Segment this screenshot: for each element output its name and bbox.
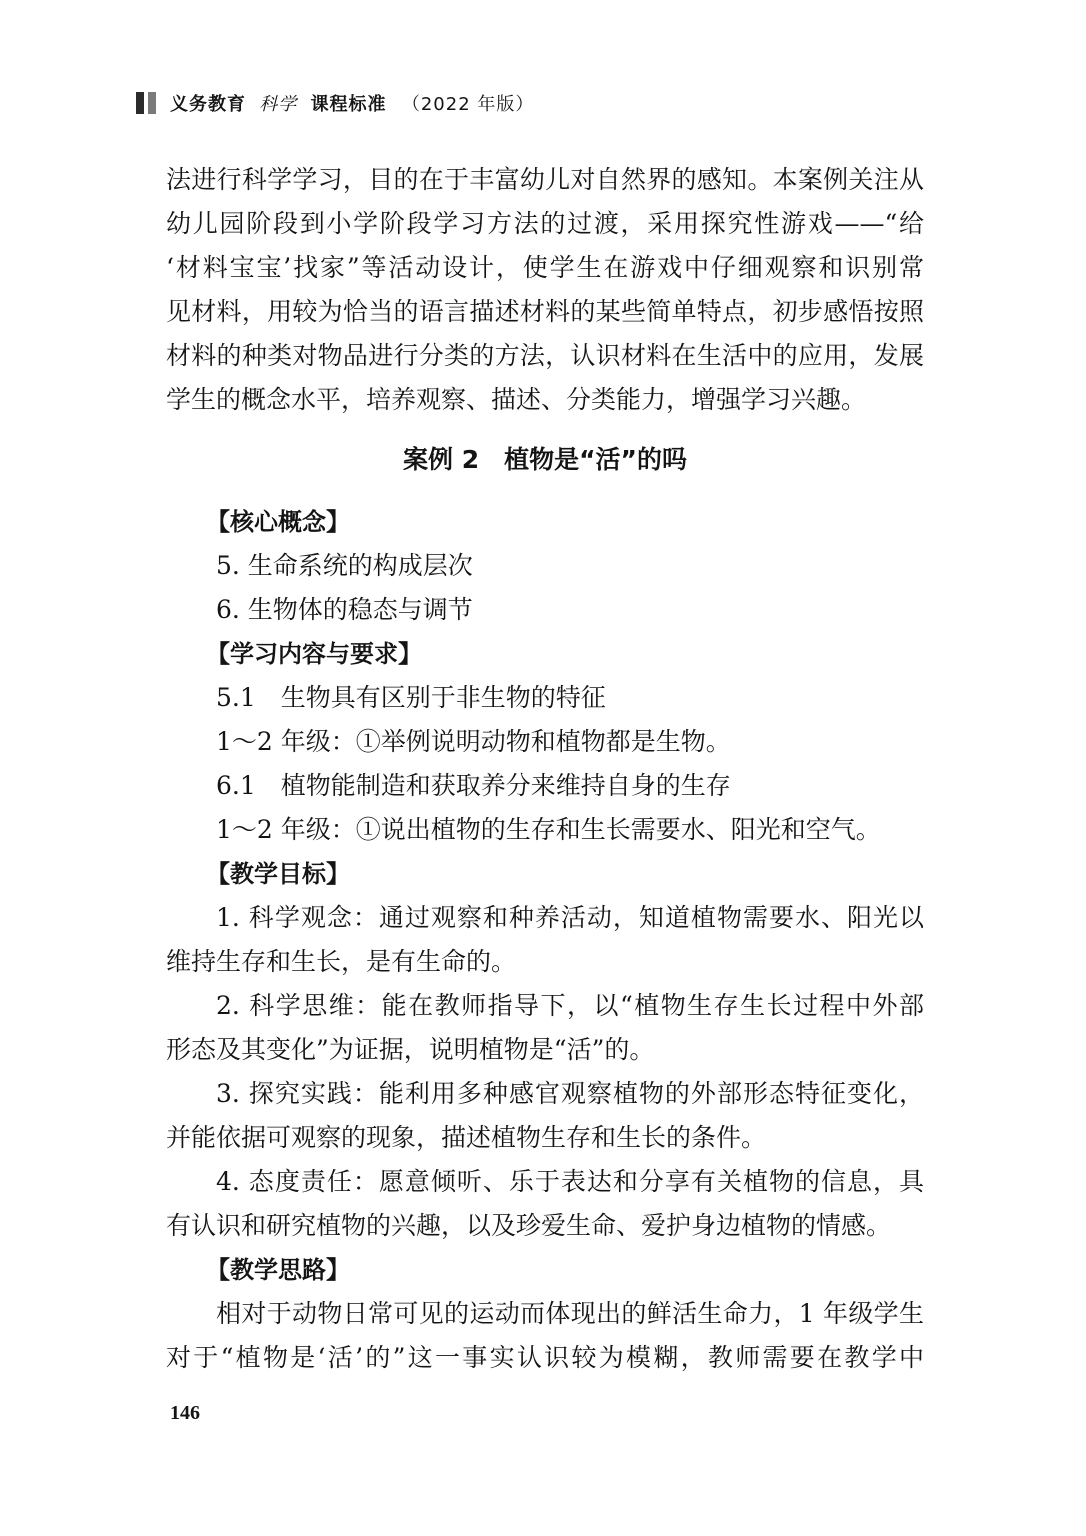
- header-bar-dark: [136, 92, 144, 114]
- teaching-ideas-line: 对于“植物是‘活’的”这一事实认识较为模糊，教师需要在教学中: [166, 1343, 924, 1372]
- header-title-part1: 义务教育: [170, 94, 246, 115]
- teaching-ideas-heading: 【教学思路】: [206, 1256, 350, 1284]
- learning-content-item: 1～2 年级：①说出植物的生存和生长需要水、阳光和空气。: [216, 815, 881, 844]
- header-bar-light: [148, 92, 156, 114]
- intro-line: 材料的种类对物品进行分类的方法，认识材料在生活中的应用，发展: [166, 341, 924, 370]
- teaching-goal-line: 3. 探究实践：能利用多种感官观察植物的外部形态特征变化，: [216, 1079, 924, 1108]
- teaching-goal-line: 形态及其变化”为证据，说明植物是“活”的。: [166, 1035, 655, 1064]
- teaching-ideas-line: 相对于动物日常可见的运动而体现出的鲜活生命力，1 年级学生: [216, 1299, 924, 1328]
- header-title-part2: 科学: [259, 94, 298, 115]
- learning-content-heading: 【学习内容与要求】: [206, 640, 422, 668]
- learning-content-item: 1～2 年级：①举例说明动物和植物都是生物。: [216, 727, 731, 756]
- header-title-part3: 课程标准: [310, 94, 387, 115]
- intro-line: 法进行科学学习，目的在于丰富幼儿对自然界的感知。本案例关注从: [166, 165, 924, 194]
- intro-line: 学生的概念水平，培养观察、描述、分类能力，增强学习兴趣。: [166, 385, 867, 414]
- learning-content-item: 6.1 植物能制造和获取养分来维持自身的生存: [216, 771, 731, 800]
- page-body: [166, 158, 924, 1380]
- learning-content-item: 5.1 生物具有区别于非生物的特征: [216, 683, 606, 712]
- case-title: 案例 2 植物是“活”的吗: [403, 445, 687, 474]
- core-concepts-heading: 【核心概念】: [206, 508, 350, 536]
- intro-line: ‘材料宝宝’找家”等活动设计，使学生在游戏中仔细观察和识别常: [166, 253, 924, 282]
- header-bars-icon: [136, 92, 156, 114]
- teaching-goal-line: 并能依据可观察的现象，描述植物生存和生长的条件。: [166, 1123, 767, 1152]
- core-concept-item: 6. 生物体的稳态与调节: [216, 595, 473, 624]
- core-concept-item: 5. 生命系统的构成层次: [216, 551, 473, 580]
- teaching-goals-heading: 【教学目标】: [206, 860, 350, 888]
- intro-line: 见材料，用较为恰当的语言描述材料的某些简单特点，初步感悟按照: [166, 297, 924, 326]
- teaching-goal-line: 2. 科学思维：能在教师指导下，以“植物生存生长过程中外部: [216, 991, 924, 1020]
- page-number: 146: [170, 1402, 200, 1424]
- teaching-goal-line: 有认识和研究植物的兴趣，以及珍爱生命、爱护身边植物的情感。: [166, 1211, 892, 1240]
- teaching-goal-line: 1. 科学观念：通过观察和种养活动，知道植物需要水、阳光以: [216, 903, 924, 932]
- running-header: [136, 88, 534, 118]
- teaching-goal-line: 维持生存和生长，是有生命的。: [166, 947, 517, 976]
- header-title: [170, 90, 534, 116]
- intro-line: 幼儿园阶段到小学阶段学习方法的过渡，采用探究性游戏——“给: [166, 209, 924, 238]
- header-title-edition: （2022 年版）: [401, 94, 535, 115]
- teaching-goal-line: 4. 态度责任：愿意倾听、乐于表达和分享有关植物的信息，具: [216, 1167, 924, 1196]
